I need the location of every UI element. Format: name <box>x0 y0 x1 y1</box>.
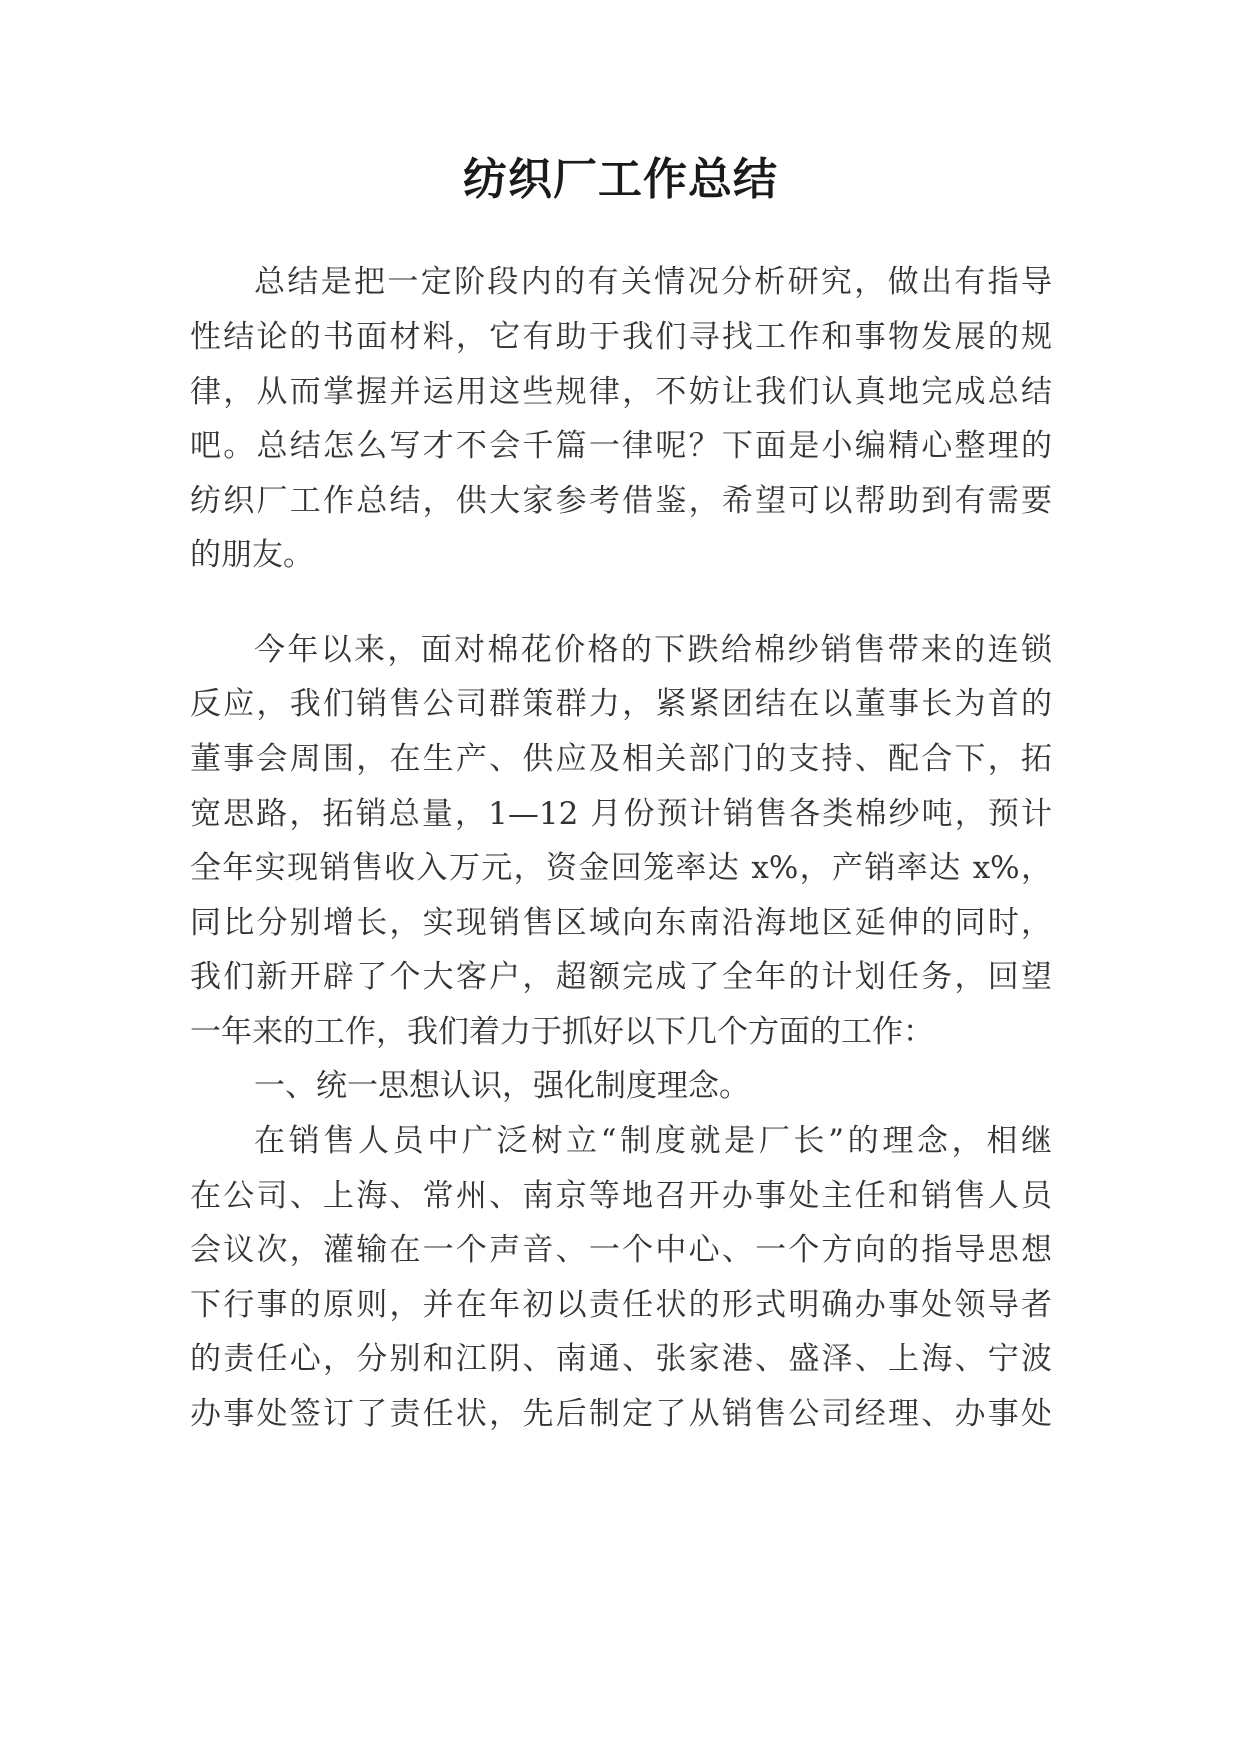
text-line: 律，从而掌握并运用这些规律，不妨让我们认真地完成总结 <box>190 374 1052 410</box>
section-heading: 一、统一思想认识，强化制度理念。 <box>254 1068 750 1104</box>
text-line: 董事会周围，在生产、供应及相关部门的支持、配合下，拓 <box>190 741 1052 777</box>
text-line: 今年以来，面对棉花价格的下跌给棉纱销售带来的连锁 <box>254 632 1052 668</box>
text-line: 同比分别增长，实现销售区域向东南沿海地区延伸的同时， <box>190 905 1052 941</box>
text-line: 在销售人员中广泛树立“制度就是厂长”的理念，相继 <box>254 1123 1052 1159</box>
text-line: 的责任心，分别和江阴、南通、张家港、盛泽、上海、宁波 <box>190 1341 1052 1377</box>
text-line: 吧。总结怎么写才不会千篇一律呢？下面是小编精心整理的 <box>190 428 1052 464</box>
text-line: 总结是把一定阶段内的有关情况分析研究，做出有指导 <box>254 264 1052 300</box>
text-line: 一年来的工作，我们着力于抓好以下几个方面的工作： <box>190 1014 934 1050</box>
text-line: 办事处签订了责任状，先后制定了从销售公司经理、办事处 <box>190 1396 1052 1432</box>
text-line: 全年实现销售收入万元，资金回笼率达 x%，产销率达 x%， <box>190 850 1052 886</box>
text-line: 会议次，灌输在一个声音、一个中心、一个方向的指导思想 <box>190 1232 1052 1268</box>
document-title: 纺织厂工作总结 <box>463 154 778 205</box>
text-line: 的朋友。 <box>190 537 314 573</box>
text-line: 宽思路，拓销总量，1—12 月份预计销售各类棉纱吨，预计 <box>190 796 1052 832</box>
text-line: 反应，我们销售公司群策群力，紧紧团结在以董事长为首的 <box>190 686 1052 722</box>
text-line: 纺织厂工作总结，供大家参考借鉴，希望可以帮助到有需要 <box>190 483 1052 519</box>
text-line: 在公司、上海、常州、南京等地召开办事处主任和销售人员 <box>190 1178 1052 1214</box>
text-line: 下行事的原则，并在年初以责任状的形式明确办事处领导者 <box>190 1287 1052 1323</box>
text-line: 性结论的书面材料，它有助于我们寻找工作和事物发展的规 <box>190 319 1052 355</box>
text-line: 我们新开辟了个大客户，超额完成了全年的计划任务，回望 <box>190 959 1052 995</box>
